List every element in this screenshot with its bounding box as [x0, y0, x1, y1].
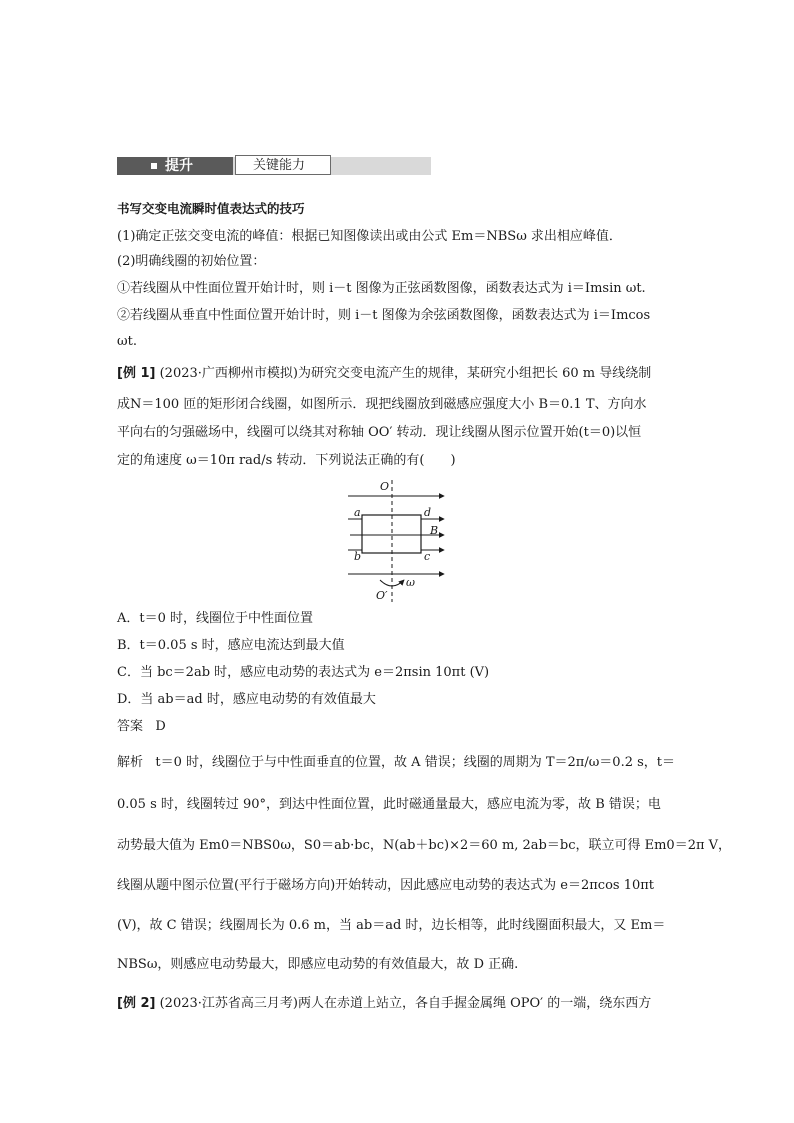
tip-line: (2)明确线圈的初始位置： [117, 254, 266, 269]
tip-line: (1)确定正弦交变电流的峰值：根据已知图像读出或由公式 Em＝NBSω 求出相应峰值． [117, 229, 622, 244]
example1-text: (2023·广西柳州市模拟)为研究交变电流产生的规律，某研究小组把长 60 m 导线绕制 [159, 366, 652, 381]
answer-value: D [155, 719, 166, 734]
label-O: O [380, 480, 390, 493]
header-tag: 提升 [165, 158, 193, 174]
tip-line: ωt. [117, 334, 137, 349]
example1-line [117, 366, 651, 382]
label-O-prime: O′ [376, 589, 388, 602]
example2-label: [例 2] [117, 996, 156, 1011]
square-bullet-icon [151, 163, 157, 169]
analysis-line: NBSω，则感应电动势最大，即感应电动势的有效值最大，故 D 正确. [117, 957, 519, 972]
analysis-line: (V)，故 C 错误；线圈周长为 0.6 m，当 ab＝ad 时，边长相等，此时线圈面积最大，又 Em＝ [117, 918, 666, 933]
example1-line: 定的角速度 ω＝10π rad/s 转动．下列说法正确的有( ) [117, 453, 456, 468]
example2-line [117, 996, 651, 1012]
example2-text: (2023·江苏省高三月考)两人在赤道上站立，各自手握金属绳 OPO′ 的一端，绕东西方 [159, 996, 652, 1011]
option-b: B．t＝0.05 s 时，感应电流达到最大值 [117, 638, 345, 653]
header-title: 关键能力 [253, 158, 306, 173]
analysis-line: 0.05 s 时，线圈转过 90°，到达中性面位置，此时磁通量最大，感应电流为零，故 B 错误；电 [117, 797, 661, 812]
label-b: b [354, 550, 362, 563]
answer-label: 答案 [117, 719, 144, 734]
tip-line: ①若线圈从中性面位置开始计时，则 i－t 图像为正弦函数图像，函数表达式为 i＝Imsin ωt. [117, 281, 646, 296]
analysis-line: 线圈从题中图示位置(平行于磁场方向)开始转动，因此感应电动势的表达式为 e＝2πcos 10πt [117, 878, 655, 893]
option-d: D．当 ab＝ad 时，感应电动势的有效值最大 [117, 692, 376, 707]
analysis-line [117, 755, 675, 771]
example1-label: [例 1] [117, 366, 156, 381]
option-a: A．t＝0 时，线圈位于中性面位置 [117, 611, 314, 626]
section-header [117, 153, 431, 179]
section-title: 书写交变电流瞬时值表达式的技巧 [117, 201, 305, 216]
analysis-text: t＝0 时，线圈位于与中性面垂直的位置，故 A 错误；线圈的周期为 T＝2π/ω＝0.2 s，t＝ [155, 755, 676, 770]
analysis-label: 解析 [117, 755, 144, 770]
label-omega: ω [406, 576, 415, 589]
example1-line: 平向右的匀强磁场中，线圈可以绕其对称轴 OO′ 转动．现让线圈从图示位置开始(t＝0)以恒 [117, 425, 642, 440]
coil-rect [362, 515, 421, 553]
label-a: a [354, 506, 361, 519]
option-c: C．当 bc＝2ab 时，感应电动势的表达式为 e＝2πsin 10πt (V) [117, 665, 490, 680]
coil-figure [340, 478, 452, 604]
label-c: c [424, 550, 431, 563]
tip-line: ②若线圈从垂直中性面位置开始计时，则 i－t 图像为余弦函数图像，函数表达式为 i＝Imcos [117, 308, 651, 323]
example1-line: 成N＝100 匝的矩形闭合线圈，如图所示．现把线圈放到磁感应强度大小 B＝0.1 T、方向水 [117, 397, 647, 412]
answer-line [117, 719, 166, 735]
label-d: d [424, 506, 432, 519]
label-B: B [430, 524, 439, 537]
analysis-line: 动势最大值为 Em0＝NBS0ω，S0＝ab·bc，N(ab＋bc)×2＝60 m, 2ab＝bc，联立可得 Em0＝2π V， [117, 838, 732, 853]
